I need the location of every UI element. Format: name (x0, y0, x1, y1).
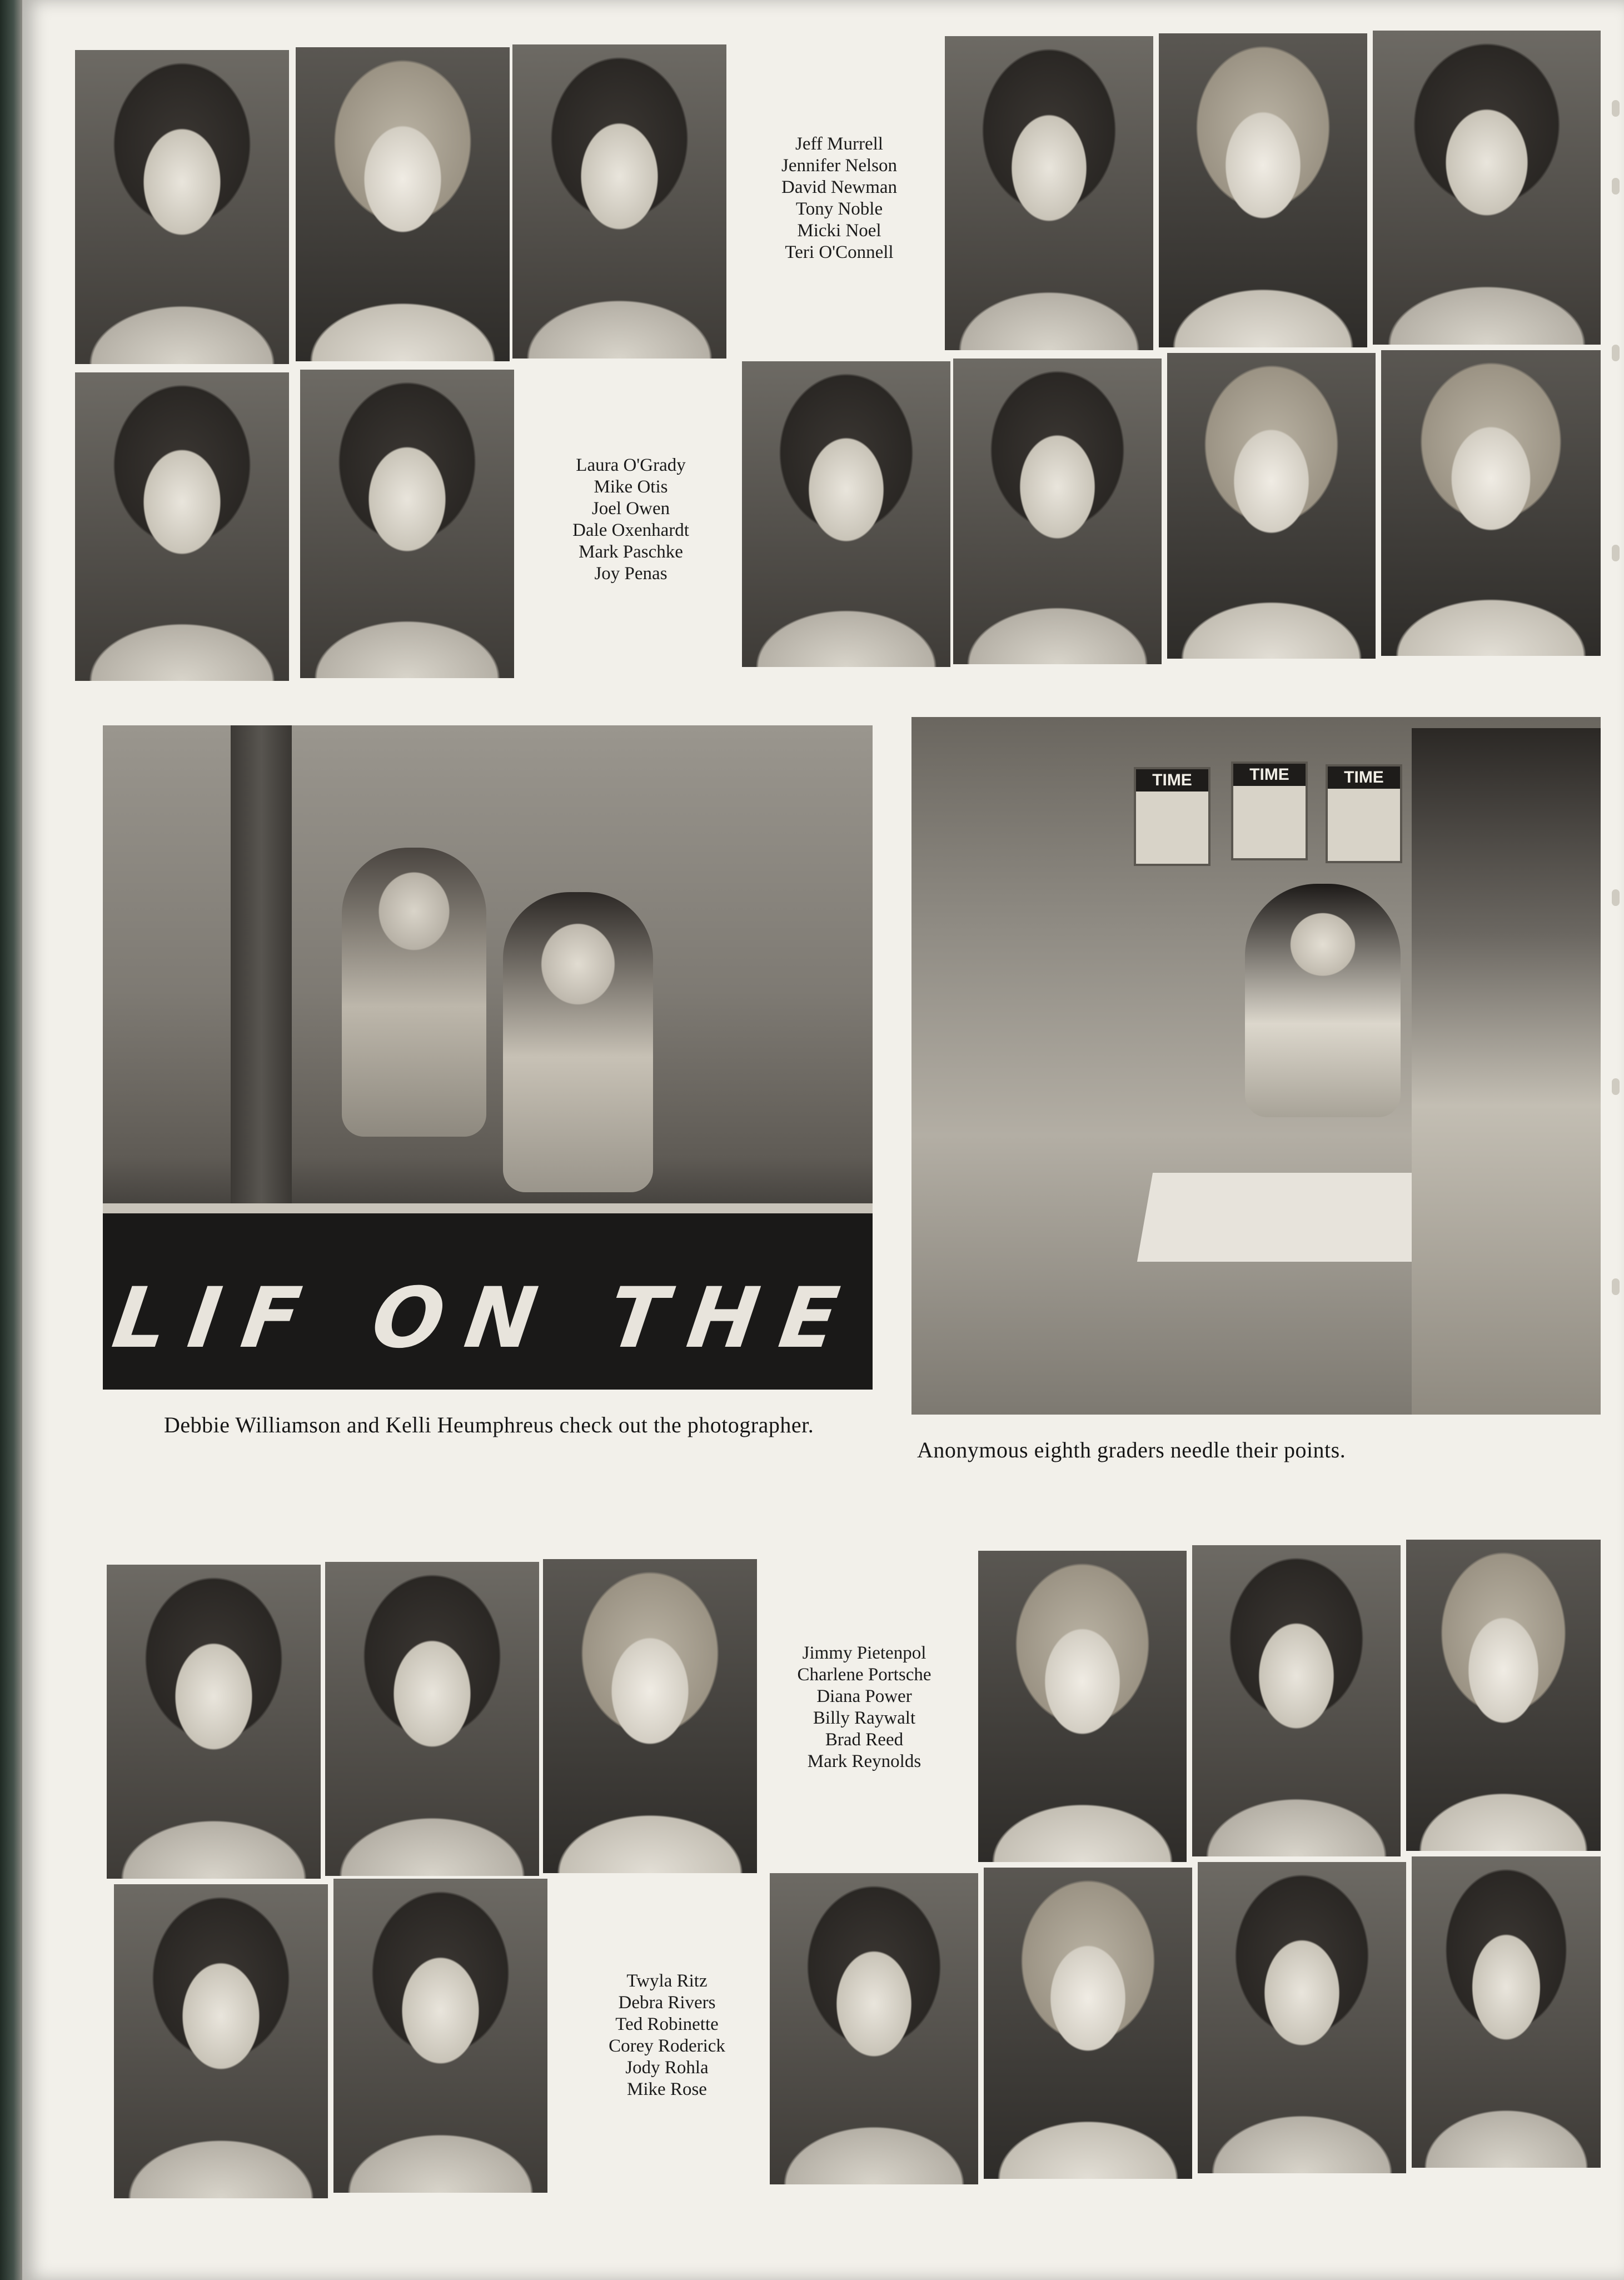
left-photo-caption: Debbie Williamson and Kelli Heumphreus check out the photographer. (164, 1412, 814, 1437)
portrait-photo (1412, 1856, 1601, 2168)
portrait-photo (512, 44, 726, 359)
portrait-photo (325, 1562, 539, 1876)
portrait-photo (1381, 350, 1601, 656)
candid-photo-students-at-desk (103, 725, 873, 1390)
student-figure (1412, 728, 1601, 1415)
portrait-photo (1406, 1540, 1601, 1851)
student-name: Ted Robinette (615, 2014, 719, 2034)
portrait-photo (1167, 353, 1376, 659)
name-list-block-2 (545, 455, 717, 585)
portrait-photo (742, 361, 950, 667)
student-name: Mark Paschke (579, 542, 683, 562)
student-name: Teri O'Connell (785, 242, 894, 262)
student-name: Jennifer Nelson (781, 156, 898, 176)
portrait-photo (1198, 1862, 1406, 2173)
student-name: Joy Penas (594, 564, 667, 584)
book-spine (0, 0, 22, 2280)
portrait-photo (953, 359, 1162, 664)
student-name: Joel Owen (591, 499, 670, 519)
student-name: Corey Roderick (609, 2036, 725, 2056)
time-magazine: TIME (1134, 767, 1210, 866)
student-figure (945, 850, 1112, 1195)
student-name: Jeff Murrell (795, 134, 883, 154)
page-edge-tabs (1602, 0, 1624, 2280)
portrait-photo (107, 1565, 321, 1879)
student-name: Micki Noel (797, 221, 881, 241)
student-name: Billy Raywalt (813, 1708, 916, 1728)
portrait-photo (75, 50, 289, 364)
time-magazine: TIME (1231, 761, 1308, 860)
student-name: Diana Power (816, 1686, 912, 1706)
student-name: Tony Noble (795, 199, 883, 219)
candid-photo-sewing-class (911, 717, 1601, 1415)
portrait-photo (978, 1551, 1187, 1862)
student-name: Charlene Portsche (797, 1665, 931, 1685)
portrait-photo (296, 47, 510, 361)
portrait-photo (333, 1879, 547, 2193)
student-name: Brad Reed (825, 1730, 904, 1750)
portrait-photo (114, 1884, 328, 2198)
name-list-block-3 (773, 1642, 956, 1773)
time-magazine: TIME (1326, 764, 1402, 863)
student-name: Jimmy Pietenpol (802, 1643, 926, 1663)
student-name: Mike Otis (594, 477, 668, 497)
student-figure (503, 892, 653, 1192)
student-name: Mike Rose (627, 2079, 707, 2099)
student-figure (342, 848, 486, 1137)
student-name: Mark Reynolds (807, 1751, 921, 1771)
student-name: Dale Oxenhardt (572, 520, 689, 540)
name-list-block-4 (584, 1970, 750, 2100)
portrait-photo (1373, 31, 1601, 345)
student-name: Twyla Ritz (626, 1971, 708, 1991)
yearbook-page (22, 0, 1624, 2280)
student-name: Laura O'Grady (576, 455, 686, 475)
desk-surface (1137, 1173, 1431, 1262)
portrait-photo (75, 372, 289, 681)
student-figure (1245, 884, 1401, 1117)
portrait-photo (945, 36, 1153, 350)
right-photo-caption: Anonymous eighth graders needle their points. (917, 1437, 1346, 1462)
portrait-photo (543, 1559, 757, 1873)
portrait-photo (1192, 1545, 1401, 1856)
name-list-block-1 (756, 133, 923, 263)
banner-lettering: LIF ON THE (107, 1270, 866, 1367)
portrait-photo (770, 1873, 978, 2184)
portrait-photo (1159, 33, 1367, 347)
portrait-photo (984, 1868, 1192, 2179)
student-name: David Newman (781, 177, 898, 197)
portrait-photo (300, 370, 514, 678)
student-name: Debra Rivers (618, 1993, 716, 2013)
student-name: Jody Rohla (625, 2058, 709, 2078)
